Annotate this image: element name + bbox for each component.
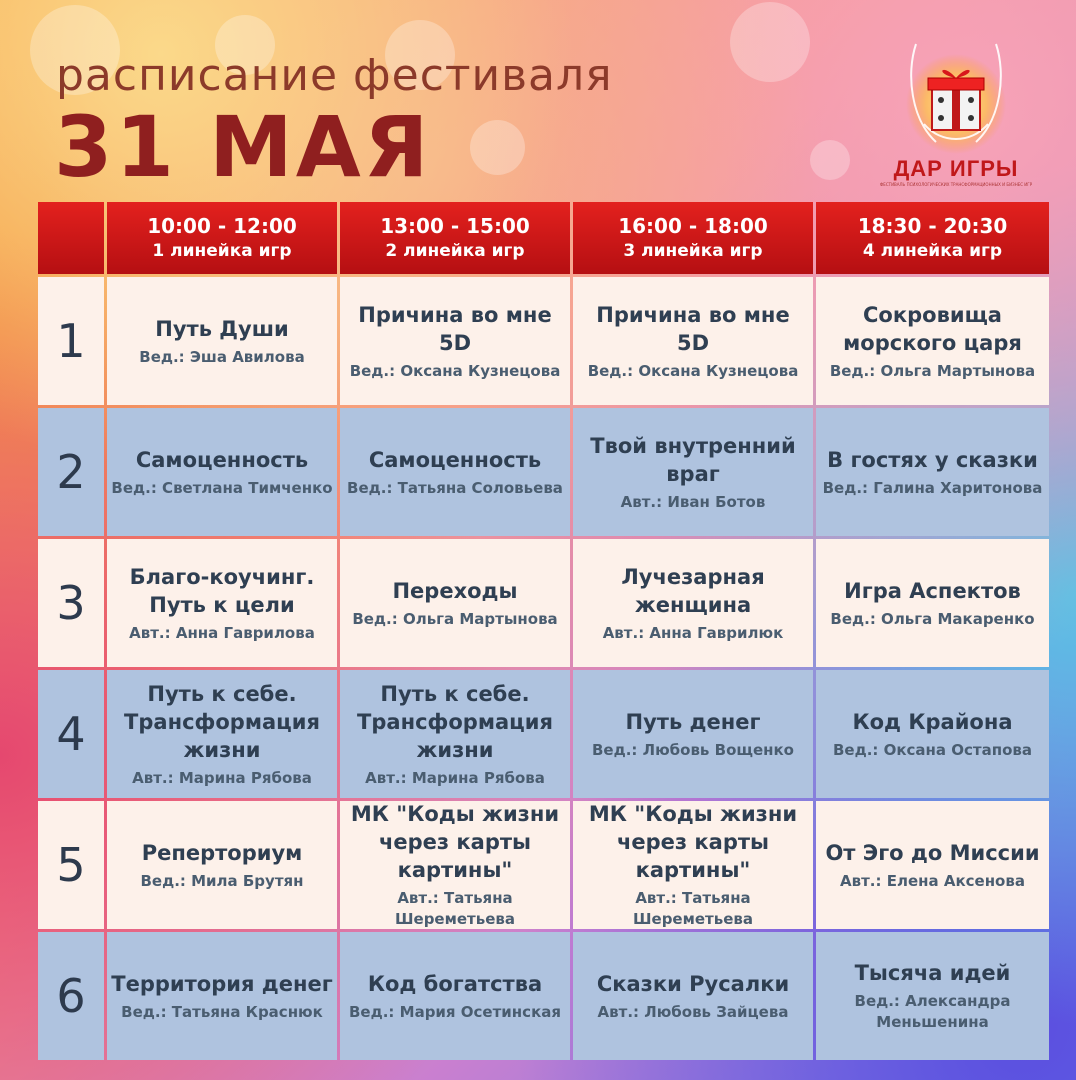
game-cell	[107, 408, 337, 536]
column-line: 1 линейка игр	[152, 241, 292, 261]
column-line: 2 линейка игр	[385, 241, 525, 261]
game-host: Вед.: Любовь Вощенко	[591, 740, 794, 759]
bokeh-circle	[810, 140, 850, 180]
game-cell	[340, 408, 570, 536]
game-cell	[816, 670, 1049, 798]
game-host: Вед.: Оксана Кузнецова	[587, 361, 799, 380]
game-title: Путь к себе. Трансформация жизни	[357, 681, 553, 762]
game-cell	[107, 670, 337, 798]
game-title: МК "Коды жизни через карты картины"	[350, 802, 560, 882]
game-host: Авт.: Иван Ботов	[620, 492, 766, 511]
game-host: Вед.: Светлана Тимченко	[111, 478, 333, 497]
row-number	[38, 932, 104, 1060]
game-host: Вед.: Татьяна Краснюк	[121, 1002, 323, 1021]
row-number-label: 4	[56, 707, 86, 761]
column-time: 18:30 - 20:30	[857, 214, 1008, 238]
game-cell	[340, 670, 570, 798]
game-cell	[573, 408, 813, 536]
row-number	[38, 277, 104, 405]
game-title: Путь к себе. Трансформация жизни	[124, 681, 320, 762]
game-cell	[340, 539, 570, 667]
game-cell	[816, 277, 1049, 405]
game-cell	[573, 670, 813, 798]
column-line: 3 линейка игр	[623, 241, 763, 261]
game-cell	[107, 539, 337, 667]
game-cell	[340, 277, 570, 405]
game-host: Вед.: Мария Осетинская	[349, 1002, 561, 1021]
page-subtitle: расписание фестиваля	[56, 50, 613, 101]
game-cell	[340, 932, 570, 1060]
game-title: МК "Коды жизни через карты картины"	[588, 802, 798, 882]
game-host: Вед.: Ольга Макаренко	[830, 609, 1035, 628]
column-time: 10:00 - 12:00	[147, 214, 297, 238]
column-time: 16:00 - 18:00	[618, 214, 768, 238]
row-number-label: 1	[56, 314, 86, 368]
header-corner	[38, 202, 104, 274]
game-host: Вед.: Александра Меньшенина	[854, 992, 1011, 1031]
game-title: Причина во мне 5D	[358, 302, 552, 355]
game-title: Код Крайона	[852, 709, 1013, 734]
game-title: Реперториум	[141, 840, 303, 865]
column-header	[107, 202, 337, 274]
game-host: Авт.: Елена Аксенова	[840, 871, 1025, 890]
game-host: Вед.: Ольга Мартынова	[352, 609, 558, 628]
game-host: Авт.: Татьяна Шереметьева	[394, 889, 515, 928]
row-number-label: 6	[56, 969, 86, 1023]
game-title: Код богатства	[367, 971, 543, 996]
game-title: Сказки Русалки	[596, 971, 790, 996]
game-host: Вед.: Галина Харитонова	[822, 478, 1043, 497]
bokeh-circle	[730, 2, 810, 82]
page-title: 31 МАЯ	[54, 98, 432, 196]
game-host: Авт.: Марина Рябова	[132, 768, 312, 787]
row-number	[38, 408, 104, 536]
game-host: Вед.: Мила Брутян	[140, 871, 304, 890]
game-cell	[573, 277, 813, 405]
game-title: Путь денег	[625, 709, 761, 734]
logo-name: ДАР ИГРЫ	[893, 156, 1019, 181]
row-number-label: 5	[56, 838, 86, 892]
game-title: Благо-коучинг. Путь к цели	[129, 564, 315, 617]
column-line: 4 линейка игр	[862, 241, 1003, 261]
game-title: Тысяча идей	[854, 961, 1011, 985]
game-title: От Эго до Миссии	[825, 840, 1040, 865]
schedule-table	[38, 202, 1047, 1044]
game-title: Путь Души	[155, 316, 289, 341]
column-header	[816, 202, 1049, 274]
game-title: Твой внутренний враг	[590, 433, 796, 486]
row-number-label: 2	[56, 445, 86, 499]
game-title: Самоценность	[368, 447, 542, 472]
game-title: Сокровища морского царя	[843, 302, 1022, 355]
festival-logo	[876, 24, 1036, 194]
game-host: Вед.: Ольга Мартынова	[829, 361, 1036, 380]
game-host: Вед.: Эша Авилова	[139, 347, 305, 366]
row-number	[38, 539, 104, 667]
game-cell	[107, 801, 337, 929]
gift-dice-icon	[876, 24, 1036, 154]
game-title: Причина во мне 5D	[596, 302, 790, 355]
game-host: Авт.: Любовь Зайцева	[597, 1002, 789, 1021]
game-host: Вед.: Татьяна Соловьева	[347, 478, 563, 497]
row-number	[38, 670, 104, 798]
game-cell	[107, 932, 337, 1060]
column-header	[340, 202, 570, 274]
game-title: Самоценность	[135, 447, 309, 472]
game-cell	[340, 801, 570, 929]
game-title: Игра Аспектов	[844, 578, 1021, 603]
logo-tagline: ФЕСТИВАЛЬ ПСИХОЛОГИЧЕСКИХ ТРАНСФОРМАЦИОННЫХ И БИЗНЕС ИГР	[879, 182, 1033, 187]
game-title: Лучезарная женщина	[621, 564, 765, 617]
game-cell	[573, 539, 813, 667]
game-cell	[107, 277, 337, 405]
game-cell	[816, 801, 1049, 929]
row-number-label: 3	[56, 576, 86, 630]
game-cell	[816, 932, 1049, 1060]
game-host: Авт.: Анна Гаврилюк	[602, 623, 784, 642]
game-host: Вед.: Оксана Остапова	[832, 740, 1033, 759]
game-title: Переходы	[392, 578, 518, 603]
game-host: Авт.: Татьяна Шереметьева	[632, 889, 753, 928]
game-host: Авт.: Анна Гаврилова	[129, 623, 315, 642]
column-header	[573, 202, 813, 274]
row-number	[38, 801, 104, 929]
game-host: Авт.: Марина Рябова	[365, 768, 545, 787]
game-cell	[573, 801, 813, 929]
game-title: В гостях у сказки	[827, 447, 1038, 472]
game-title: Территория денег	[111, 971, 333, 996]
bokeh-circle	[470, 120, 525, 175]
game-cell	[816, 539, 1049, 667]
game-cell	[573, 932, 813, 1060]
game-host: Вед.: Оксана Кузнецова	[349, 361, 561, 380]
game-cell	[816, 408, 1049, 536]
column-time: 13:00 - 15:00	[380, 214, 530, 238]
